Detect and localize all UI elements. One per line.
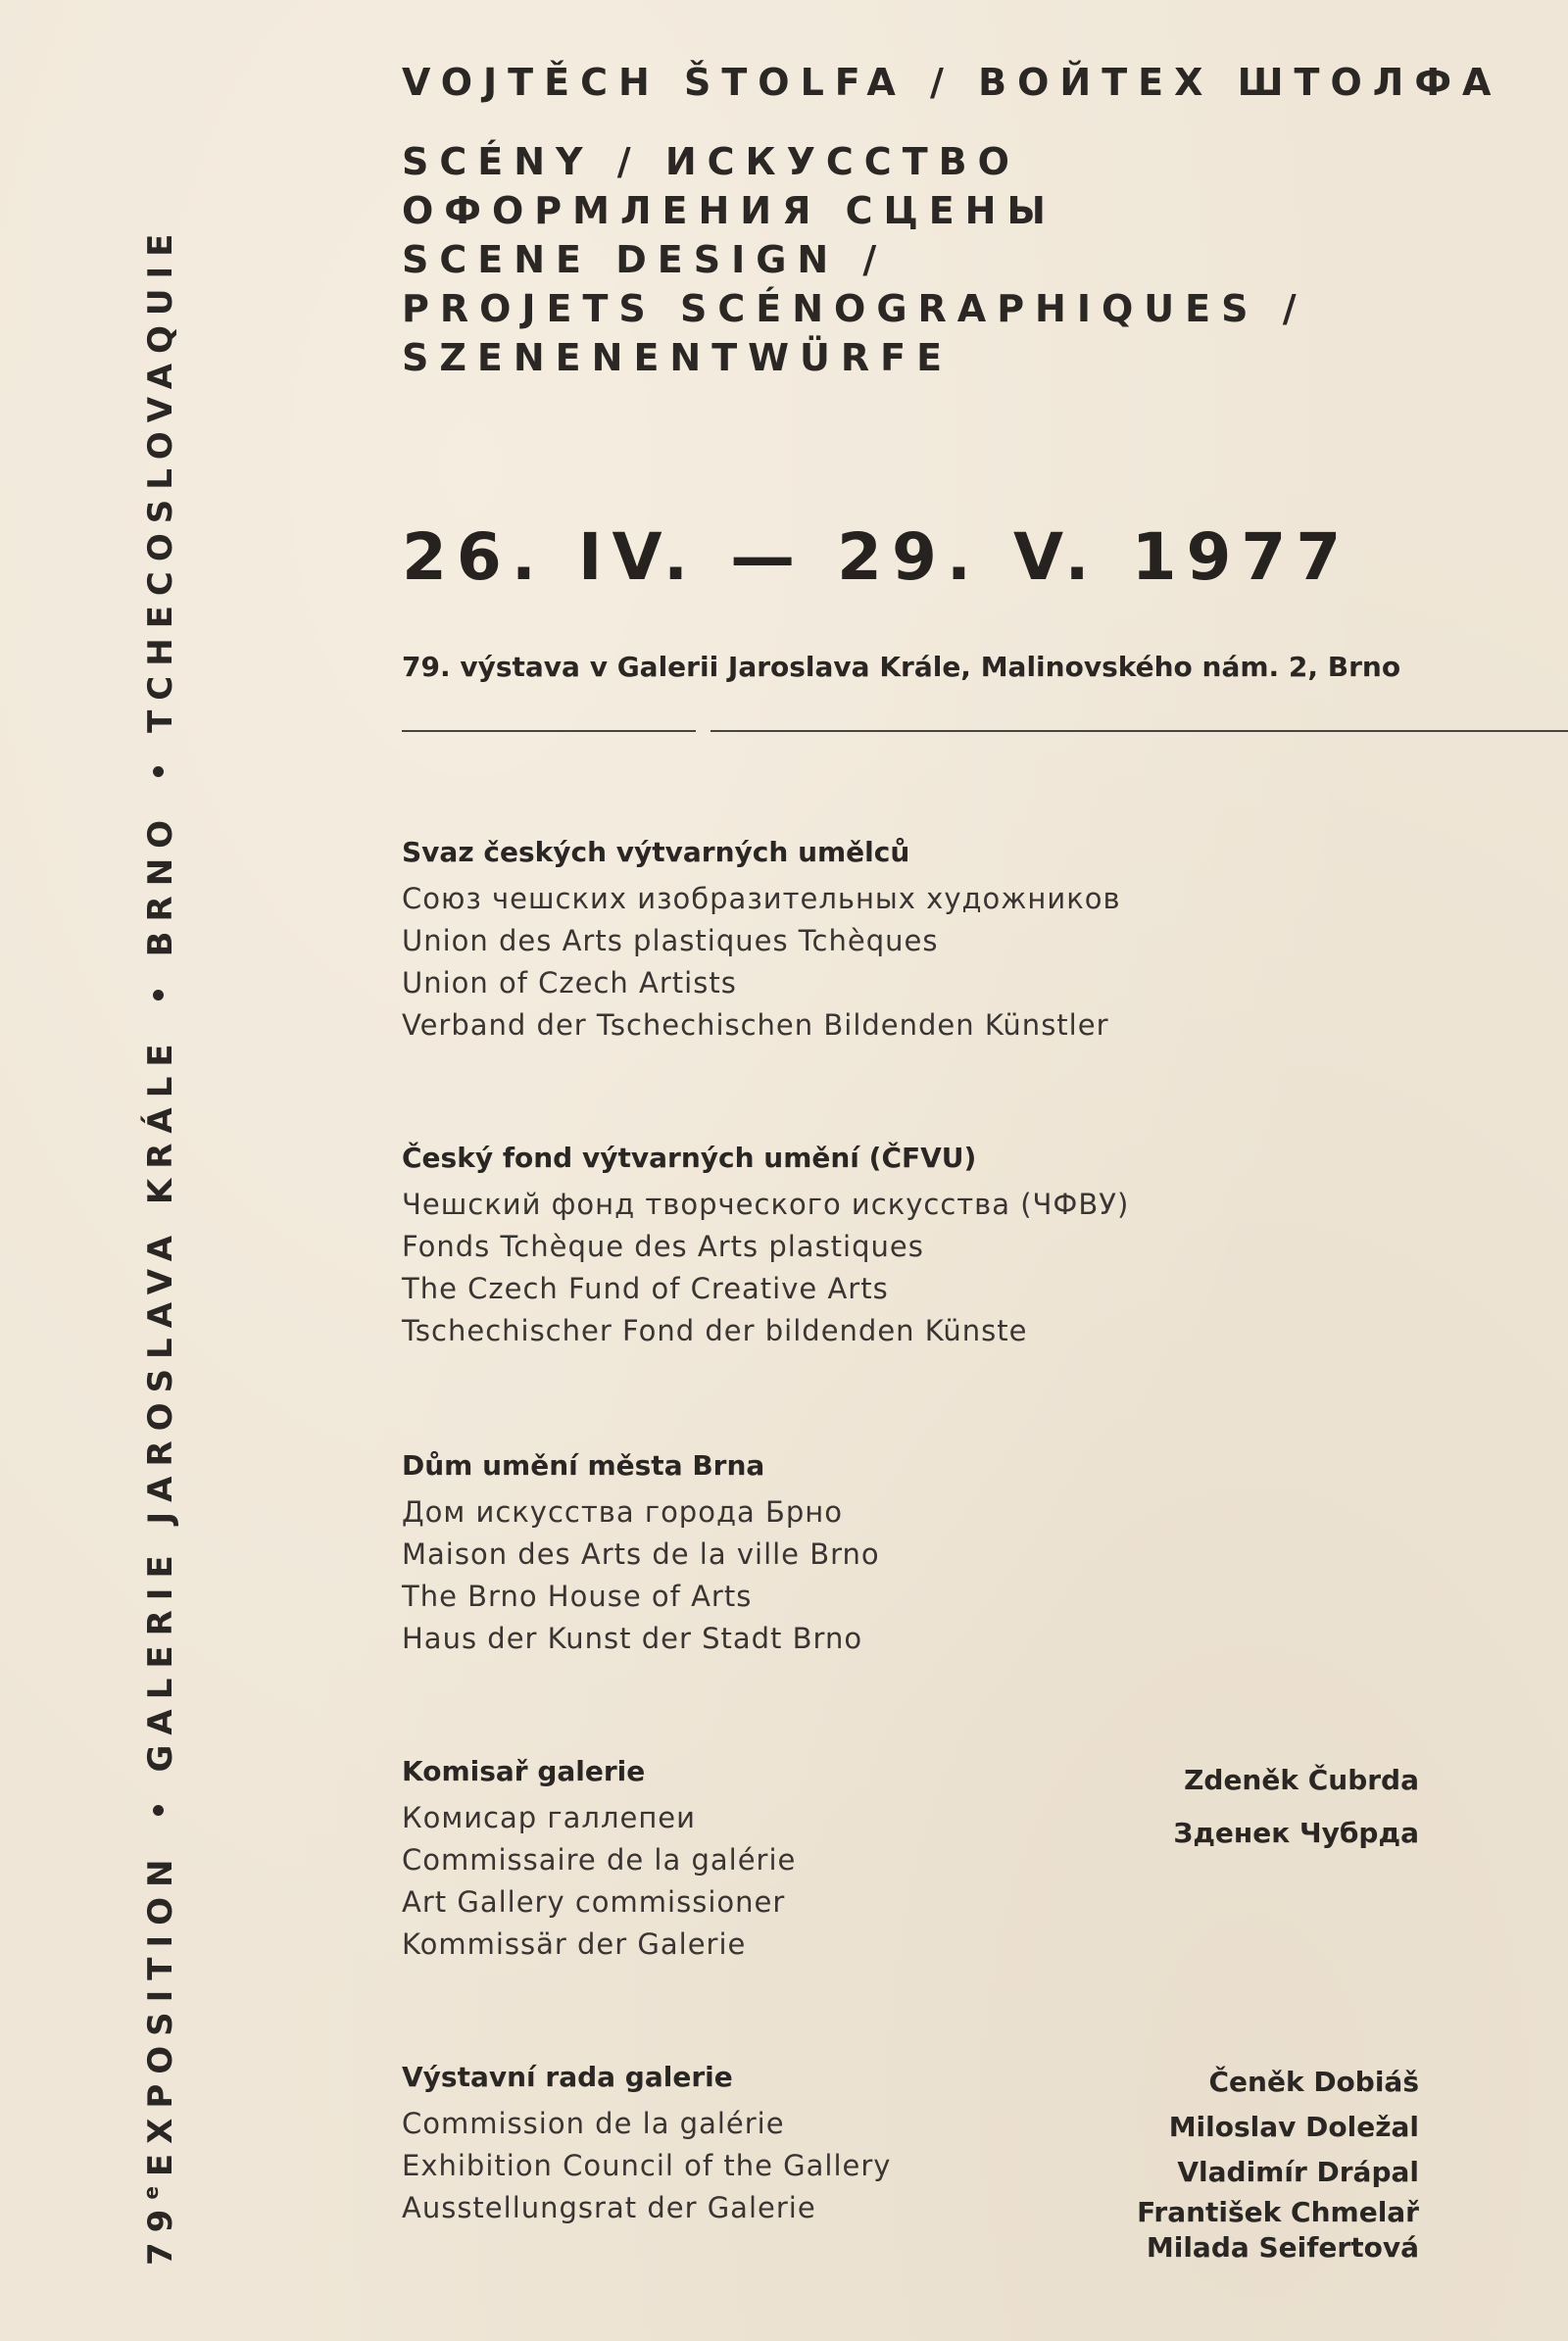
bullet-dot: [153, 1805, 164, 1816]
section-line: Комисар галлепеи: [402, 1801, 696, 1834]
section-line: The Brno House of Arts: [402, 1580, 753, 1613]
section-heading: Výstavní rada galerie: [402, 2061, 733, 2093]
person-name: Vladimír Drápal: [1177, 2156, 1419, 2188]
side-galerie: GALERIE JAROSLAVA KRÁLE: [141, 1034, 180, 1773]
section-line: Tschechischer Fond der bildenden Künste: [402, 1314, 1028, 1347]
section-heading: Dům umění města Brna: [402, 1449, 765, 1482]
section-line: Commission de la galérie: [402, 2107, 785, 2140]
section-heading: Komisař galerie: [402, 1755, 646, 1787]
person-name: Зденек Чубрда: [1173, 1817, 1419, 1849]
person-name: Zdeněk Čubrda: [1184, 1764, 1419, 1796]
person-name: František Chmelař: [1137, 2196, 1419, 2228]
section-line: Ausstellungsrat der Galerie: [402, 2191, 816, 2224]
subtitle-line: SZENENENTWÜRFE: [402, 336, 954, 379]
section-line: Kommissär der Galerie: [402, 1927, 747, 1961]
person-name: Miloslav Doležal: [1168, 2111, 1419, 2143]
side-city: BRNO: [141, 809, 180, 957]
subtitle-line: ОФОРМЛЕНИЯ СЦЕНЫ: [402, 189, 1056, 232]
section-line: Союз чешских изобразительных художников: [402, 882, 1121, 915]
section-line: Exhibition Council of the Gallery: [402, 2149, 892, 2182]
divider-rule: [710, 730, 1568, 732]
commissioner-names: [1173, 1754, 1419, 1860]
divider-rule: [402, 730, 696, 732]
organizer-section: [402, 1139, 1129, 1352]
commissioner-section: [402, 1752, 796, 1966]
exhibition-dates: 26. IV. — 29. V. 1977: [402, 519, 1351, 595]
section-line: Commissaire de la galérie: [402, 1843, 797, 1877]
title-block: [402, 61, 1501, 382]
section-line: Fonds Tchèque des Arts plastiques: [402, 1230, 924, 1263]
council-section: [402, 2058, 891, 2229]
bullet-dot: [153, 990, 164, 1000]
side-exposition: EXPOSITION: [141, 1849, 180, 2177]
section-line: Чешский фонд творческого искусства (ЧФВУ): [402, 1188, 1130, 1221]
section-line: Verband der Tschechischen Bildenden Künstler: [402, 1008, 1109, 1042]
section-line: Дом искусства города Брно: [402, 1495, 844, 1529]
exhibition-venue-line: 79. výstava v Galerii Jaroslava Krále, Malinovského nám. 2, Brno: [402, 651, 1401, 683]
subtitle-line: PROJETS SCÉNOGRAPHIQUES /: [402, 287, 1307, 330]
person-name: Čeněk Dobiáš: [1208, 2066, 1419, 2098]
section-line: The Czech Fund of Creative Arts: [402, 1272, 889, 1305]
section-line: Union of Czech Artists: [402, 966, 737, 1000]
section-line: Union des Arts plastiques Tchèques: [402, 924, 939, 957]
organizer-section: [402, 833, 1121, 1047]
subtitle-line: SCENE DESIGN /: [402, 238, 888, 281]
side-number: 79: [141, 2199, 180, 2266]
side-country: TCHECOSLOVAQUIE: [141, 223, 180, 733]
section-line: Maison des Arts de la ville Brno: [402, 1537, 880, 1571]
artist-title: VOJTĚCH ŠTOLFA / ВОЙТЕХ ШТОЛФА: [402, 61, 1502, 104]
bullet-dot: [153, 766, 164, 777]
section-heading: Český fond výtvarných umění (ČFVU): [402, 1142, 977, 1174]
side-vertical-text: [139, 224, 180, 2266]
council-names: [1137, 2060, 1419, 2266]
section-line: Art Gallery commissioner: [402, 1885, 786, 1919]
side-number-sup: e: [139, 2186, 163, 2200]
person-name: Milada Seifertová: [1146, 2231, 1419, 2264]
organizer-section: [402, 1446, 880, 1660]
section-heading: Svaz českých výtvarných umělců: [402, 836, 910, 868]
section-line: Haus der Kunst der Stadt Brno: [402, 1622, 863, 1655]
subtitle-line: SCÉNY / ИСКУССТВО: [402, 140, 1020, 183]
